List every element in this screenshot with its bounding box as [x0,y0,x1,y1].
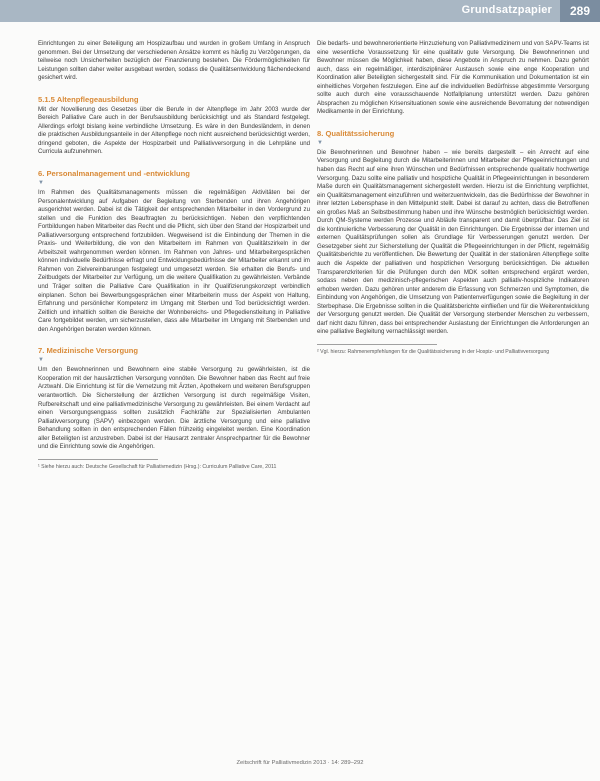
right-column [317,40,589,356]
footnote-left: ¹ Siehe hierzu auch: Deutsche Gesellschaft für Palliativmedizin (Hrsg.): Curriculum Palliative Care, 2011 [38,463,277,470]
header-title: Grundsatzpapier [461,4,552,16]
section-marker-icon: ▼ [38,357,44,364]
section-heading-altenpflegeausbildung: 5.1.5 Altenpflegeausbildung [38,94,139,104]
left-intro-paragraph: Einrichtungen zu einer Beteiligung am Hospizaufbau und wurden in großem Umfang in Anspruch genommen. Bei der Umsetzung der verschiedenen Ansätze kommt es häufig zu Verzögerungen, da teilweise noch Unsicherheiten bezüglich der Finanzierung bestehen. Die Fördermöglichkeiten für Leistungen sollten daher weiter ausgebaut werden, sodass die Qualitätsentwicklung flächendeckend gesichert wird. [38,40,310,82]
section-marker-icon: ▼ [317,139,323,146]
section-marker-icon: ▼ [38,180,44,187]
section-heading-medizinische-versorgung: 7. Medizinische Versorgung [38,346,139,356]
section-body-altenpflegeausbildung: Mit der Novellierung des Gesetzes über die Berufe in der Altenpflege im Jahr 2003 wurde der Bereich Palliative Care auch in der Berufsausbildung berücksichtigt und als Standard festgelegt. Allerdings erfolgt bislang keine verbindliche Umsetzung. Es wäre in den Bundesländern, in denen die praktischen Ausbildungsanteile in der Altenpflege noch nicht ausreichend berücksichtigt werden, dringend geboten, die Aspekte der Hospizarbeit und Palliativversorgung in die Lehrpläne und Curricula aufzunehmen. [38,105,310,156]
footnote-right: ² Vgl. hierzu: Rahmenempfehlungen für die Qualitätssicherung in der Hospiz- und Palliativversorgung [317,348,550,355]
section-body-medizinische-versorgung: Um den Bewohnerinnen und Bewohnern eine stabile Versorgung zu gewährleisten, ist die Kooperation mit der hausärztlichen Versorgung vonnöten. Die Bewohner haben das Recht auf freie Arztwahl. Die Einrichtung ist für die Vernetzung mit Ärzten, Apothekern und weiteren Berufsgruppen verantwortlich. Die Sicherstellung der ärztlichen Versorgung ist durch regelmäßige Visiten, Rufbereitschaft und eine palliativmedizinische Versorgung zu gewährleisten. Bei einem Verdacht auf einen Versorgungsengpass sollten zusätzlich Fachkräfte zur Spezialisierten Ambulanten Palliativversorgung (SAPV) einbezogen werden. Die ärztliche Versorgung und eine palliative Behandlung sollten in den entsprechenden Fällen frühzeitig eingeleitet werden. Eine Koordination aller Beteiligten ist anzustreben. Dabei ist der Hausarzt zentraler Ansprechpartner für die Bewohner und die Einrichtung sowie die Angehörigen. [38,366,310,451]
section-heading-qualitaetssicherung: 8. Qualitätssicherung [317,128,395,138]
header-bar [0,0,600,22]
page-number: 289 [560,0,600,22]
footnote-divider [317,344,437,345]
left-column [38,40,310,471]
right-intro-paragraph: Die bedarfs- und bewohnerorientierte Hinzuziehung von Palliativmedizinern und von SAPV-Teams ist eine wesentliche Voraussetzung für eine qualitativ gute Versorgung. Die Bewohnerinnen und Bewohner müssen die Möglichkeit haben, diese Angebote in Anspruch zu nehmen. Dazu gehört auch, dass ein regelmäßiger, interdisziplinärer Austausch sowie eine enge Kooperation und Koordination aller Beteiligten sichergestellt sind. Für die Kommunikation und Dokumentation ist ein einheitliches Vorgehen festzulegen. Eine auf die individuellen Bedürfnisse abgestimmte Versorgung sollte auch durch eine vorausschauende Notfallplanung unterstützt werden. Dazu gehören Absprachen zu möglichen Krisensituationen sowie eine ausreichende Bevorratung der notwendigen Medikamente in der Einrichtung. [317,40,589,116]
page-footer: Zeitschrift für Palliativmedizin 2013 · 14: 289–292 [236,760,364,766]
footnote-divider [38,459,158,460]
section-heading-personalmanagement: 6. Personalmanagement und -entwicklung [38,169,190,179]
section-body-personalmanagement: Im Rahmen des Qualitätsmanagements müssen die regelmäßigen Aktivitäten bei der Personalentwicklung auf Aufgaben der Begleitung von Sterbenden und ihren Angehörigen ausgerichtet werden. Dabei ist die Tätigkeit der entsprechenden Mitarbeiter in den Vordergrund zu stellen und die Funktion des Beauftragten zu berücksichtigen. Neben den verpflichtenden Fortbildungen haben Mitarbeiter das Recht und die Pflicht, sich über den Stand der Hospizarbeit und Palliativversorgung entsprechend fortzubilden. Wegweisend ist die Einbindung der Themen in die Praxis- und Weiterbildung, die von den Mitarbeitern im Rahmen von Qualitätszirkeln in der Arbeitszeit wahrgenommen werden können. Im Rahmen von Jahres- und Mitarbeitergesprächen können individuelle Bedürfnisse erfragt und Entwicklungsbedürfnisse der Mitarbeiter erkannt und im Rahmen von Zielvereinbarungen festgelegt und umgesetzt werden. Sie erhalten die Berufs- und Zeitbudgets der Mitarbeiter zur Verfügung, um die weitere Qualifikation zu gewährleisten. Verbände und Träger sollten die Palliative Care Qualifikation in ihr Qualifizierungskonzept verbindlich einplanen. Schon bei Bewerbungsgesprächen einer Mitarbeiterin muss der Aspekt von Haltung, Erfahrung und persönlicher Kompetenz im Umgang mit Sterben und Tod berücksichtigt werden. Zeitlich und inhaltlich sollten die Bereiche der Wohnbereichs- und Pflegedienstleitung in Palliative Care fortgebildet werden, um sicherzustellen, dass alle Mitarbeiter im Umgang mit Sterbenden und den Angehörigen beraten werden können. [38,189,310,333]
section-body-qualitaetssicherung: Die Bewohnerinnen und Bewohner haben – wie bereits dargestellt – ein Anrecht auf eine Versorgung und Begleitung durch die Mitarbeiterinnen und Mitarbeiter der Pflegeeinrichtungen und haben das Recht auf eine ihren Wünschen und Bedürfnissen entsprechende qualitativ hochwertige Versorgung. Dazu sollte eine palliativ und hospizliche Qualität in Pflegeeinrichtungen in besonderem Maße durch ein Qualitätsmanagement sichergestellt werden. Hierzu ist die Einrichtung verpflichtet, ein Qualitätsmanagement einzuführen und weiterzuentwickeln, das die Bedürfnisse der Bewohner in ihrer letzten Lebensphase in den Mittelpunkt stellt. Dabei ist darauf zu achten, dass die Betroffenen ein großes Maß an Selbstbestimmung haben und ihre Wünsche bestmöglich berücksichtigt werden. Durch QM-Systeme werden Prozesse und Abläufe transparent und damit überprüfbar. Das Ziel ist die kontinuierliche Verbesserung der Qualität in den Einrichtungen. Die Ergebnisse der internen und externen Qualitätsprüfungen sollen als Grundlage für Verbesserungen genutzt werden. Der Gesetzgeber sieht zur Sicherstellung der Qualität die Pflegeeinrichtungen in der Pflicht, regelmäßig Qualitätsberichte zu veröffentlichen. Die Bewertung der Qualität in der stationären Altenpflege sollte auch die Aspekte der palliativen und hospizlichen Versorgung berücksichtigen. Die aktuellen Transparenzkriterien für die Prüfungen durch den MDK sollten entsprechend ergänzt werden, sodass neben den medizinisch-pflegerischen Aspekten auch palliativ-hospizliche Indikatoren erhoben werden. Dazu gehören unter anderem die Erfassung von Schmerzen und Symptomen, die Einbindung von Angehörigen, die Umsetzung von Patientenverfügungen sowie die Begleitung in der Sterbephase. Die Ergebnisse sollten in die Qualitätsberichte einfließen und für die Weiterentwicklung der Versorgung genutzt werden. Die Qualität der Versorgung sterbender Menschen zu verbessern, darf nicht dazu führen, dass bei entsprechender Auslastung der Einrichtungen die Anforderungen an eine palliative Begleitung vernachlässigt werden. [317,148,589,336]
